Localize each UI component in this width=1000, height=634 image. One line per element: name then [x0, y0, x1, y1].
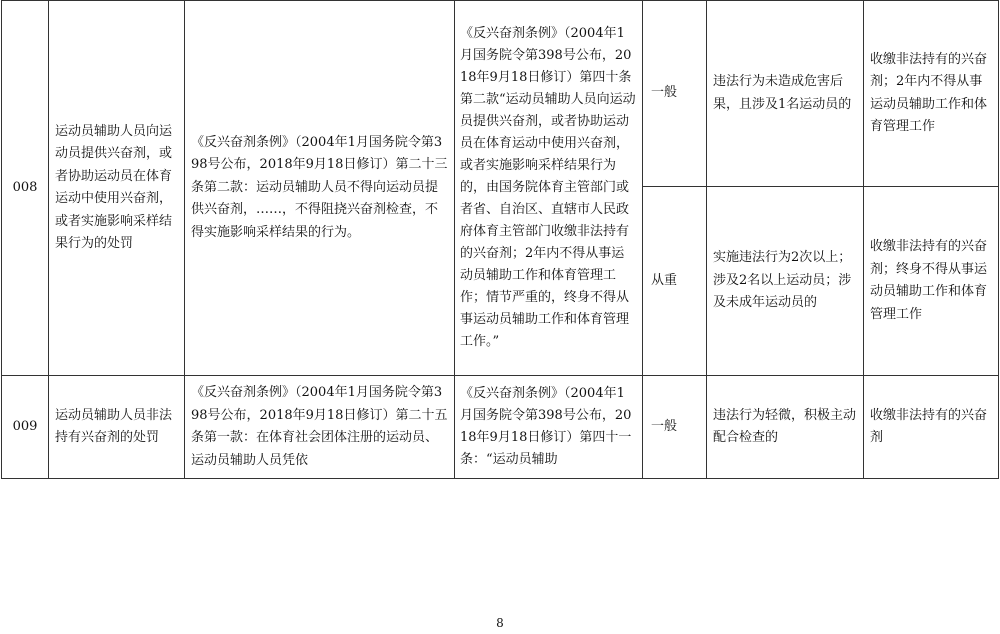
penalty-discretion-table: [1, 0, 999, 479]
circumstance: 违法行为轻微，积极主动配合检查的: [707, 376, 864, 479]
row-number: 009: [2, 376, 49, 479]
circumstance: 违法行为未造成危害后果，且涉及1名运动员的: [707, 1, 864, 187]
penalty-standard: 收缴非法持有的兴奋剂；终身不得从事运动员辅助工作和体育管理工作: [864, 187, 999, 376]
table-row: [2, 376, 999, 479]
discretion-level: 一般: [643, 376, 707, 479]
penalty-standard: 收缴非法持有的兴奋剂: [864, 376, 999, 479]
circumstance: 实施违法行为2次以上；涉及2名以上运动员；涉及未成年运动员的: [707, 187, 864, 376]
discretion-level: 从重: [643, 187, 707, 376]
discretion-level: 一般: [643, 1, 707, 187]
row-number: 008: [2, 1, 49, 376]
table-row: [2, 1, 999, 187]
law-basis: 《反兴奋剂条例》（2004年1月国务院令第398号公布，2018年9月18日修订）第二十三条第二款：运动员辅助人员不得向运动员提供兴奋剂，……，不得阻挠兴奋剂检查，不得实施影响采样结果的行为。: [185, 1, 455, 376]
violation-item: 运动员辅助人员非法持有兴奋剂的处罚: [49, 376, 185, 479]
penalty-basis: 《反兴奋剂条例》（2004年1月国务院令第398号公布，2018年9月18日修订）第四十条第二款“运动员辅助人员向运动员提供兴奋剂，或者协助运动员在体育运动中使用兴奋剂，或者实施影响采样结果行为的，由国务院体育主管部门或者省、自治区、直辖市人民政府体育主管部门收缴非法持有的兴奋剂；2年内不得从事运动员辅助工作和体育管理工作；情节严重的，终身不得从事运动员辅助工作和体育管理工作。”: [455, 1, 643, 376]
penalty-basis: 《反兴奋剂条例》（2004年1月国务院令第398号公布，2018年9月18日修订）第四十一条：“运动员辅助: [455, 376, 643, 479]
law-basis: 《反兴奋剂条例》（2004年1月国务院令第398号公布，2018年9月18日修订）第二十五条第一款：在体育社会团体注册的运动员、运动员辅助人员凭依: [185, 376, 455, 479]
penalty-standard: 收缴非法持有的兴奋剂；2年内不得从事运动员辅助工作和体育管理工作: [864, 1, 999, 187]
violation-item: 运动员辅助人员向运动员提供兴奋剂，或者协助运动员在体育运动中使用兴奋剂，或者实施影响采样结果行为的处罚: [49, 1, 185, 376]
page-number: 8: [496, 616, 504, 630]
